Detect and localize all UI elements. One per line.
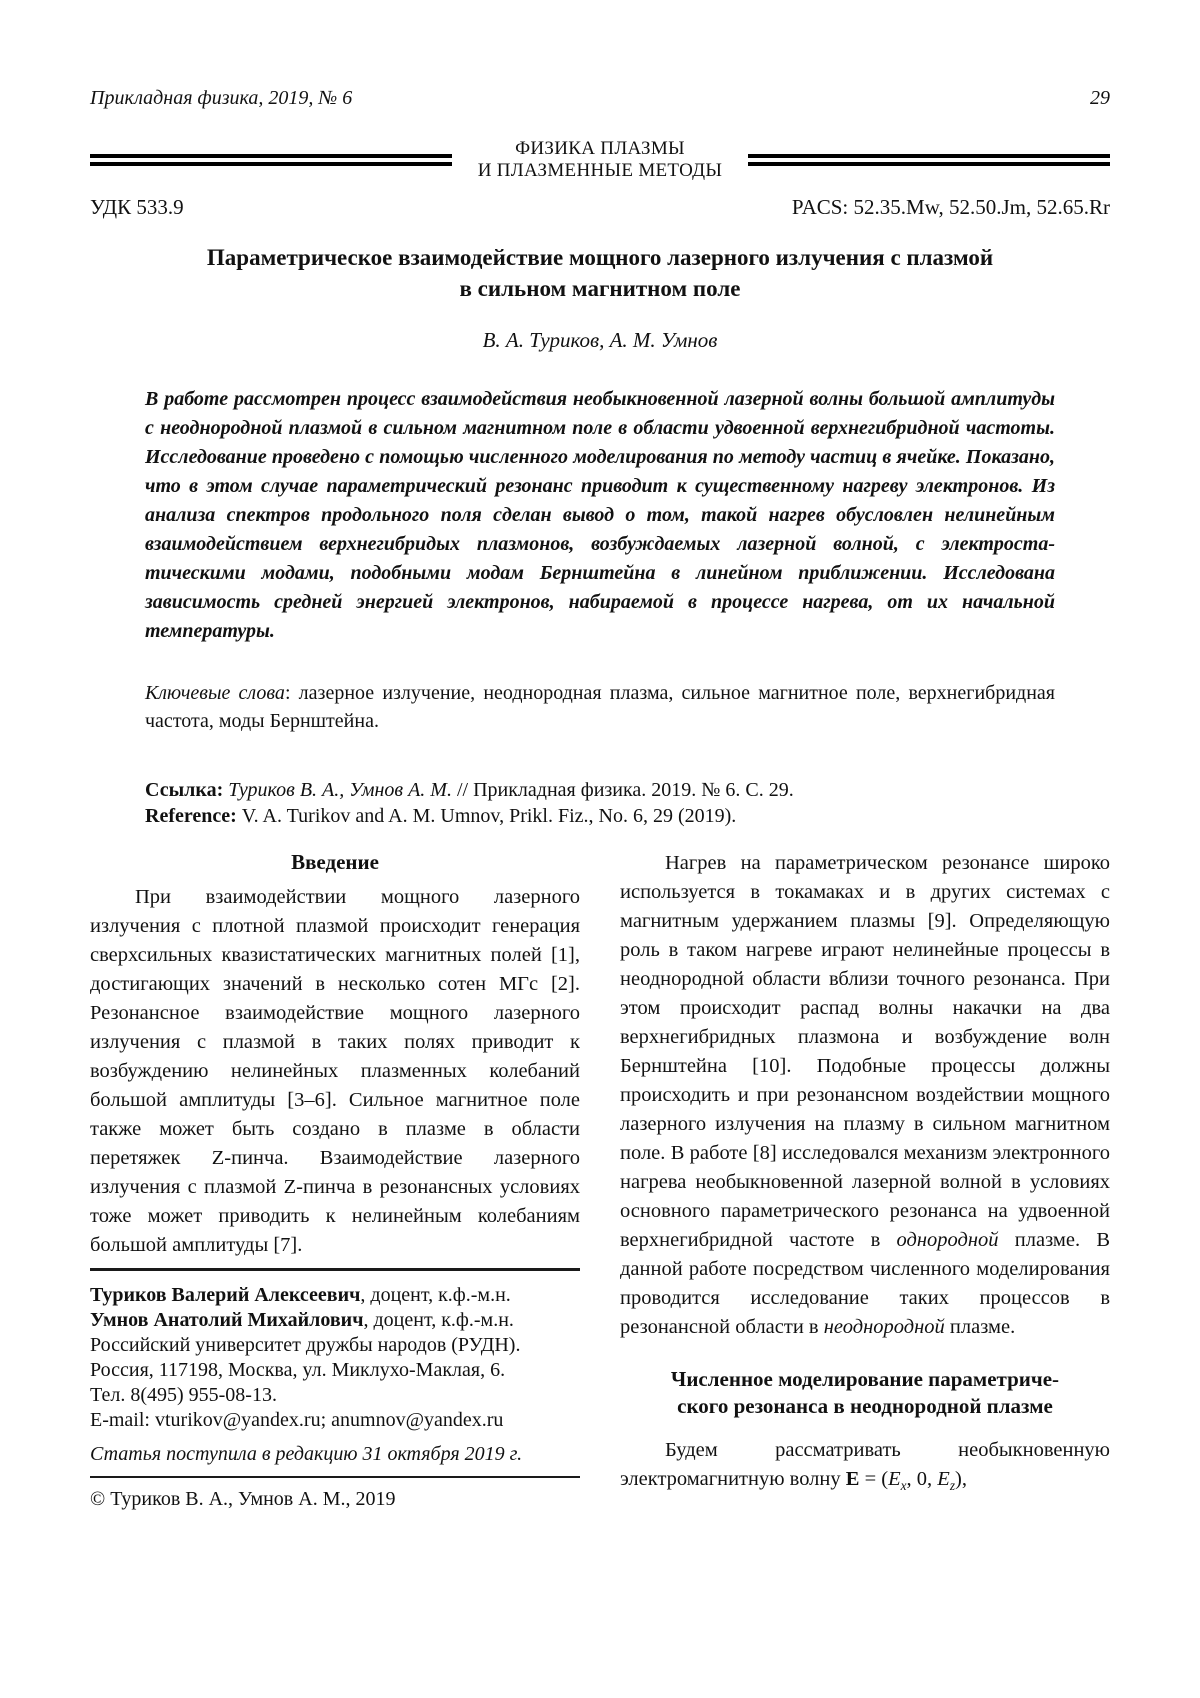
intro-paragraph: При взаимодействии мощного лазерного излучения с плотной плазмой происходит генерация сверхсильных квазистатических магнитных полей [1], достигающих значений в несколько сотен МГс [2]. Резонансное взаимодействие мощного лазерного излучения с плазмой в таких полях приводит к возбуждению нелинейных плазменных колебаний большой амплитуды [3–6]. Сильное магнитное поле также может быть создано в плазме в области перетяжек Z-пинча. Взаимодействие лазерного излучения с плазмой Z-пинча в резонансных условиях тоже может приводить к нелинейным колебаниям большой амплитуды [7]. [90, 886, 580, 1256]
article-title [90, 242, 1110, 304]
citation-block [145, 777, 1055, 829]
banner-rule-right [748, 154, 1110, 166]
right-column [620, 849, 1110, 1512]
author-footnote [90, 1268, 580, 1512]
model-paragraph: Будем рассматривать необыкновенную электромагнитную волну $E = (E_x$, 0, $E_z$), [620, 1439, 1110, 1494]
model-heading-line1: Численное моделирование параметриче- [670, 1367, 1060, 1391]
footnote-phone: Тел. 8(495) 955-08-13. [90, 1384, 277, 1406]
section-banner [90, 138, 1110, 182]
section-banner-title [452, 138, 749, 182]
abstract-text: В работе рассмотрен процесс взаимодействия необыкновенной лазерной волны большой амплитуды с неоднородной плазмой в сильном магнитном поле в области удвоенной верхнегибридной частоты. Исследование проведено с помощью численного моделирования по методу частиц в ячейке. Показано, что в этом случае параметрический резонанс приводит к существенному нагреву электронов. Из анализа спектров продольного поля сделан вывод о том, такой нагрев обусловлен нелинейным взаимодействием верхнегибридых плазмонов, возбуждаемых лазерной волной, с электростатическими модами, подобными модам Бернштейна в линейном приближении. Исследована зависимость средней энергией электронов, набираемой в процессе нагрева, от их начальной температуры. [145, 388, 1055, 642]
journal-title: Прикладная физика, 2019, № 6 [90, 87, 353, 109]
footnote-author-2: Умнов Анатолий Михайлович, доцент, к.ф.-м.н. [90, 1309, 514, 1331]
section-banner-line2: И ПЛАЗМЕННЫЕ МЕТОДЫ [477, 160, 723, 181]
footnote-affiliation: Российский университет дружбы народов (РУДН). [90, 1334, 521, 1356]
model-heading-line2: ского резонанса в неоднородной плазме [677, 1394, 1053, 1418]
model-heading [620, 1366, 1110, 1420]
copyright-line: © Туриков В. А., Умнов А. М., 2019 [90, 1488, 396, 1510]
udc-label: УДК 533.9 [90, 195, 184, 219]
running-head [90, 86, 1110, 110]
article-title-line1: Параметрическое взаимодействие мощного лазерного излучения с плазмой [206, 245, 994, 270]
article-title-line2: в сильном магнитном поле [459, 276, 741, 301]
resonance-paragraph: Нагрев на параметрическом резонансе широко используется в токамаках и в других системах с магнитным удержанием плазмы [9]. Определяющую роль в таком нагреве играют нелинейные процессы в неоднородной области вблизи точного резонанса. При этом происходит распад волны накачки на два верхнегибридных плазмона и возбуждение волн Бернштейна [10]. Подобные процессы должны происходить и при резонансном воздействии мощного лазерного излучения на плазму в сильном магнитном поле. В работе [8] исследовался механизм электронного нагрева необыкновенной лазерной волной в условиях основного параметрического резонанса на удвоенной верхнегибридной частоте в однородной плазме. В данной работе посредством численного моделирования проводится исследование таких процессов в резонансной области в неоднородной плазме. [620, 852, 1110, 1338]
two-column-body [90, 849, 1110, 1512]
footnote-address: Россия, 117198, Москва, ул. Миклухо-Маклая, 6. [90, 1359, 506, 1381]
footnote-email: E-mail: vturikov@yandex.ru; anumnov@yandex.ru [90, 1409, 504, 1431]
classification-row [90, 195, 1110, 219]
pacs-label: PACS: 52.35.Mw, 52.50.Jm, 52.65.Rr [791, 195, 1110, 219]
authors-line: В. А. Туриков, А. М. Умнов [482, 328, 718, 352]
footnote-author-1: Туриков Валерий Алексеевич, доцент, к.ф.-м.н. [90, 1284, 511, 1306]
section-banner-line1: ФИЗИКА ПЛАЗМЫ [515, 138, 685, 159]
intro-heading: Введение [291, 850, 379, 874]
banner-rule-left [90, 154, 452, 166]
citation-russian: Ссылка: Туриков В. А., Умнов А. М. // Прикладная физика. 2019. № 6. С. 29. [145, 779, 794, 801]
left-column [90, 849, 580, 1512]
citation-english: Reference: V. A. Turikov and A. M. Umnov, Prikl. Fiz., No. 6, 29 (2019). [145, 805, 737, 827]
keywords-line: Ключевые слова: лазерное излучение, неоднородная плазма, сильное магнитное поле, верхнегибридная частота, моды Бернштейна. [145, 682, 1055, 732]
page-number: 29 [1090, 87, 1110, 109]
footnote-received-date: Статья поступила в редакцию 31 октября 2019 г. [90, 1443, 523, 1465]
